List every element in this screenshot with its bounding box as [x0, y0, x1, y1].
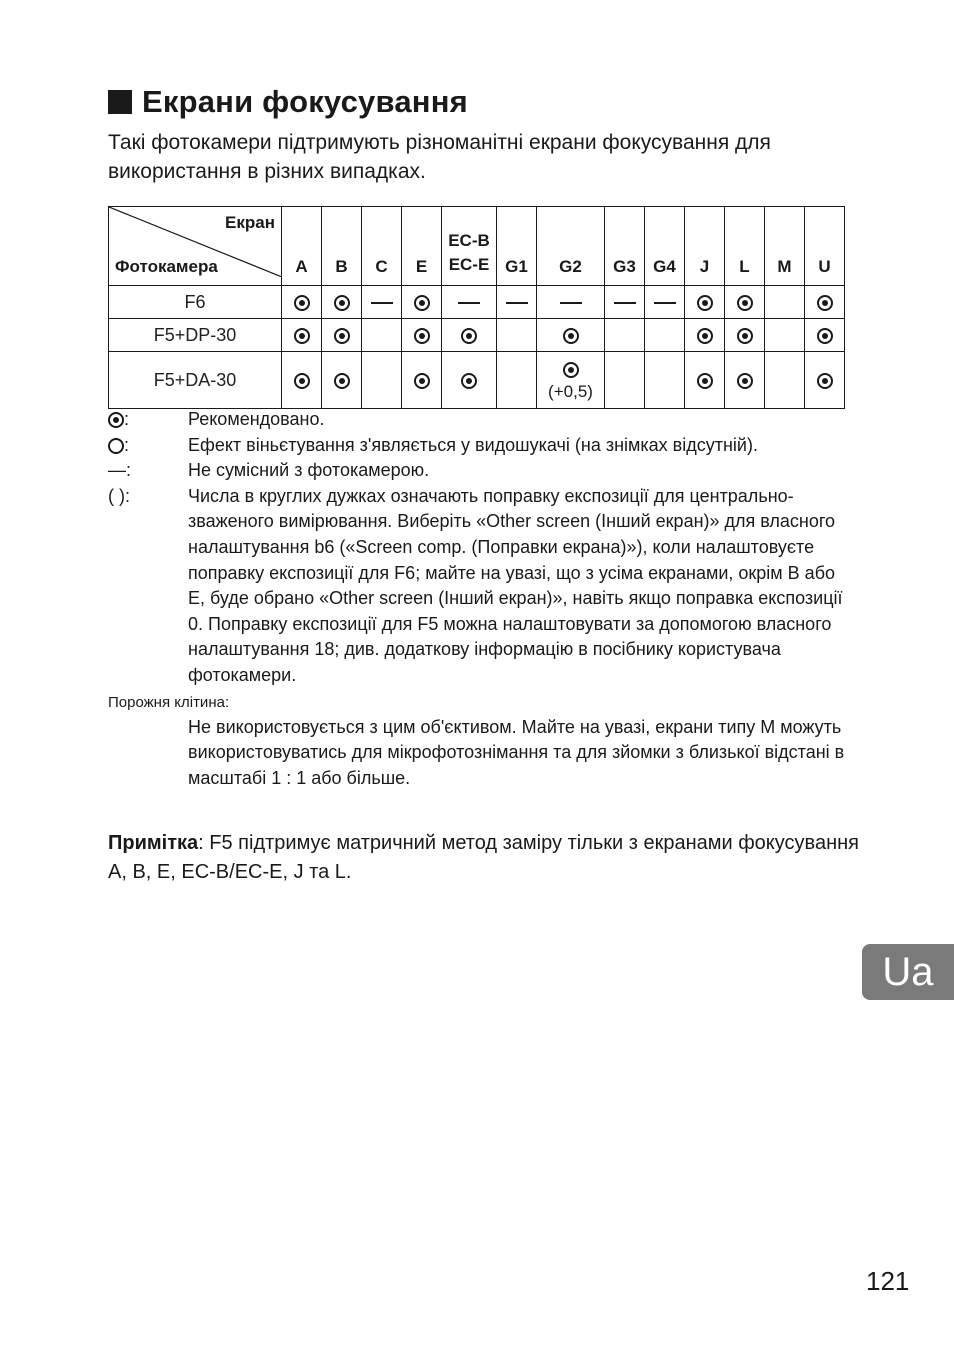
table-cell [497, 319, 537, 352]
table-cell [322, 319, 362, 352]
table-cell [725, 319, 765, 352]
table-cell [282, 352, 322, 409]
table-cell [362, 286, 402, 319]
table-cell [537, 319, 605, 352]
table-cell [765, 319, 805, 352]
vignette-ring-icon [108, 438, 124, 454]
recommended-icon [817, 295, 833, 311]
recommended-icon [737, 373, 753, 389]
recommended-icon [697, 373, 713, 389]
table-cell [362, 352, 402, 409]
table-cell [282, 286, 322, 319]
table-cell [537, 286, 605, 319]
intro-paragraph: Такі фотокамери підтримують різноманітні екрани фокусування для використання в різних випадках. [108, 131, 771, 183]
table-cell [402, 286, 442, 319]
recommended-icon [697, 328, 713, 344]
not-compatible-dash [560, 302, 582, 304]
table-cell [605, 352, 645, 409]
legend-symbol: : [124, 434, 130, 455]
table-cell [645, 286, 685, 319]
not-compatible-dash [506, 302, 528, 304]
recommended-icon [461, 328, 477, 344]
language-tab: Ua [862, 944, 954, 1000]
legend-text: Ефект віньєтування з'являється у видошукачі (на знімках відсутній). [188, 434, 758, 455]
table-cell [805, 319, 845, 352]
table-row [109, 286, 845, 319]
recommended-icon [294, 328, 310, 344]
table-cell [805, 286, 845, 319]
legend-symbol: —: [108, 460, 132, 481]
table-cell [605, 319, 645, 352]
table-cell [282, 319, 322, 352]
legend-symbol: : [124, 409, 130, 429]
not-compatible-dash [458, 302, 480, 304]
table-cell [402, 352, 442, 409]
camera-name: F5+DP-30 [109, 319, 282, 352]
recommended-icon [697, 295, 713, 311]
table-cell [497, 352, 537, 409]
col-header-j: J [685, 207, 725, 286]
col-header-g4: G4 [645, 207, 685, 286]
page-number: 121 [866, 1266, 910, 1296]
col-header-e: E [402, 207, 442, 286]
legend-empty-cell-label: Порожня клітина: [108, 693, 230, 711]
camera-name: F6 [109, 286, 282, 319]
not-compatible-dash [654, 302, 676, 304]
col-header-u: U [805, 207, 845, 286]
table-cell [322, 286, 362, 319]
recommended-icon [737, 295, 753, 311]
table-cell [497, 286, 537, 319]
recommended-icon [414, 295, 430, 311]
col-header-g3: G3 [605, 207, 645, 286]
legend-text: Числа в круглих дужках означають поправку експозиції для центрально-зваженого вимірювання. Виберіть «Other screen (Інший екран)» для власного налаштування b6 («Screen comp. (Поправки екрана)»), коли налаштовуєте поправку експозиції для F6; майте на увазі, що з усіма екранами, окрім B або E, буде обрано «Other screen (Інший екран)», навіть якщо поправка експозиції 0. Поправку експозиції для F5 можна налаштовувати за допомогою власного налаштування 18; див. додаткову інформацію в посібнику користувача фотокамери. [188, 485, 843, 685]
recommended-icon [737, 328, 753, 344]
recommended-icon [817, 373, 833, 389]
section-heading [108, 84, 468, 120]
table-cell [805, 352, 845, 409]
legend-item-vignette [108, 433, 848, 459]
col-header-b: B [322, 207, 362, 286]
table-cell [685, 352, 725, 409]
corner-label-screen: Екран [225, 213, 275, 232]
table-cell [442, 319, 497, 352]
legend-item-dash [108, 458, 848, 484]
not-compatible-dash [614, 302, 636, 304]
camera-name: F5+DA-30 [109, 352, 282, 409]
note-text: : F5 підтримує матричний метод заміру тільки з екранами фокусування A, B, E, EC-B/EC-E, J та L. [108, 832, 860, 883]
legend-item-recommended [108, 407, 848, 433]
table-cell [605, 286, 645, 319]
not-compatible-dash [371, 302, 393, 304]
legend [108, 407, 848, 791]
page-title: Екрани фокусування [142, 84, 468, 119]
table-cell [725, 352, 765, 409]
recommended-icon [461, 373, 477, 389]
note-paragraph [108, 829, 868, 887]
table-cell [402, 319, 442, 352]
recommended-icon [334, 373, 350, 389]
recommended-icon [563, 362, 579, 378]
table-cell [537, 352, 605, 409]
focusing-screens-table [108, 206, 845, 409]
col-header-ec [442, 207, 497, 286]
heading-square-icon [108, 90, 132, 114]
recommended-icon [414, 373, 430, 389]
legend-text: Рекомендовано. [188, 409, 325, 429]
col-header-a: A [282, 207, 322, 286]
col-header-g1: G1 [497, 207, 537, 286]
recommended-icon [294, 373, 310, 389]
table-cell [725, 286, 765, 319]
recommended-icon [334, 328, 350, 344]
legend-symbol: ( ): [108, 485, 130, 506]
table-cell [645, 319, 685, 352]
table-cell [685, 319, 725, 352]
col-header-l: L [725, 207, 765, 286]
recommended-icon [334, 295, 350, 311]
legend-empty-cell-text: Не використовується з цим об'єктивом. Майте на увазі, екрани типу M можуть використовуватись для мікрофотознімання та для зйомки з близької відстані в масштабі 1 : 1 або більше. [188, 716, 845, 788]
col-header-ec-b: EC-B [448, 231, 490, 250]
table-cell [685, 286, 725, 319]
col-header-g2: G2 [537, 207, 605, 286]
recommended-icon [414, 328, 430, 344]
col-header-ec-e: EC-E [448, 255, 490, 274]
table-row [109, 352, 845, 409]
recommended-icon [294, 295, 310, 311]
table-cell [645, 352, 685, 409]
table-cell [322, 352, 362, 409]
corner-label-camera: Фотокамера [115, 257, 218, 276]
legend-item-parentheses [108, 484, 848, 689]
recommended-icon [817, 328, 833, 344]
table-cell [765, 286, 805, 319]
table-cell [442, 352, 497, 409]
table-cell [442, 286, 497, 319]
table-header-row [109, 207, 845, 286]
legend-text: Не сумісний з фотокамерою. [188, 460, 430, 481]
note-label: Примітка [108, 832, 199, 854]
recommended-icon [563, 328, 579, 344]
table-row [109, 319, 845, 352]
table-cell [765, 352, 805, 409]
exposure-compensation-note: (+0,5) [548, 381, 593, 401]
table-corner-cell [109, 207, 282, 286]
recommended-icon [108, 412, 124, 428]
table-cell [362, 319, 402, 352]
col-header-c: C [362, 207, 402, 286]
col-header-m: M [765, 207, 805, 286]
